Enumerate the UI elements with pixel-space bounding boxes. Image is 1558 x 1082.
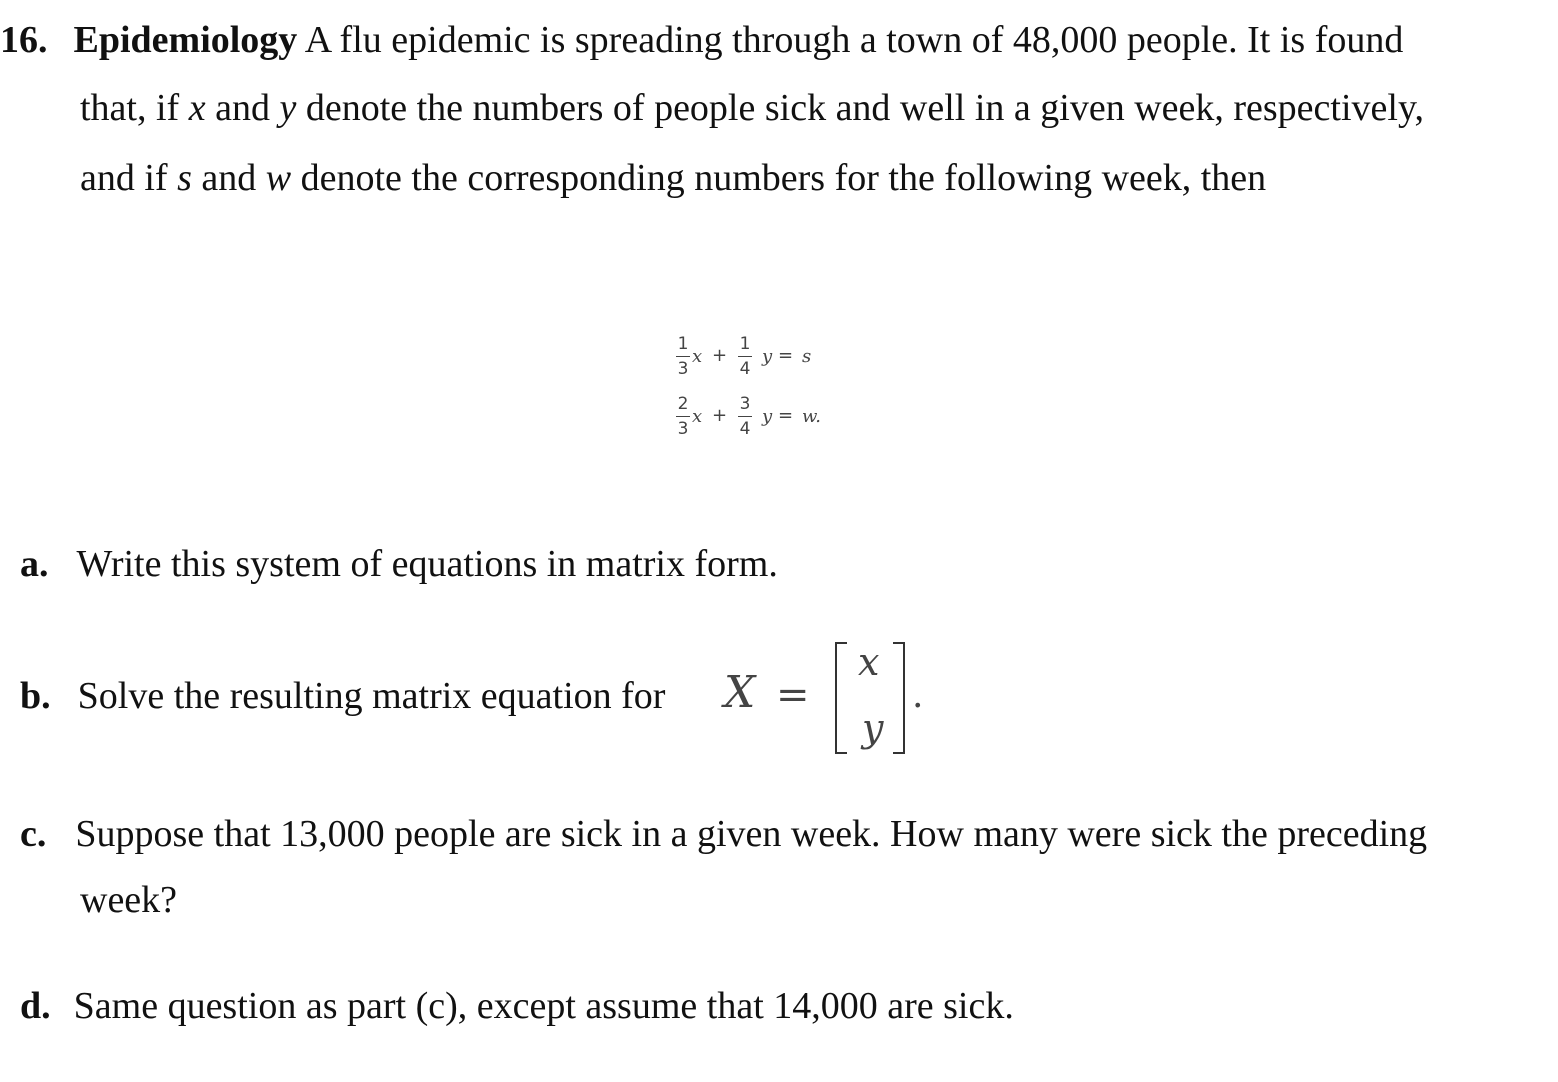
- problem-line-1: [0, 18, 1403, 62]
- equation-1: 1 3 x + 1 4 y = s: [677, 334, 812, 379]
- part-d: [20, 984, 1014, 1028]
- part-b-text: Solve the resulting matrix equation for: [77, 675, 666, 717]
- var-w: w: [265, 157, 292, 199]
- part-c-line-2: week?: [80, 879, 178, 921]
- problem-text-3a: and if: [80, 157, 178, 199]
- fraction-2-3: 2 3: [677, 394, 689, 439]
- part-c-line-1: [20, 812, 1427, 856]
- equals-sign: =: [776, 672, 810, 718]
- part-b: [20, 674, 665, 718]
- matrix-X: X: [724, 667, 756, 718]
- problem-text-2b: and: [205, 87, 280, 129]
- part-a-text: Write this system of equations in matrix form.: [76, 543, 778, 585]
- problem-text-3b: and: [191, 157, 266, 199]
- var-x: x: [188, 87, 206, 129]
- problem-number: 16.: [0, 19, 48, 61]
- part-d-text: Same question as part (c), except assume that 14,000 are sick.: [73, 985, 1014, 1027]
- problem-line-2: [80, 86, 1424, 130]
- problem-text-3c: denote the corresponding numbers for the following week, then: [291, 157, 1267, 199]
- part-c-label: c.: [20, 813, 47, 855]
- fraction-3-4: 3 4: [739, 394, 751, 439]
- vector-period: .: [912, 675, 924, 716]
- fraction-1-4: 1 4: [739, 334, 751, 379]
- part-b-label: b.: [20, 675, 51, 717]
- vector-left-bracket: [835, 642, 847, 754]
- equation-2: 2 3 x + 3 4 y = w.: [677, 394, 821, 439]
- fraction-1-3: 1 3: [677, 334, 689, 379]
- part-a-label: a.: [20, 543, 49, 585]
- part-d-label: d.: [20, 985, 51, 1027]
- problem-line-3: [80, 156, 1266, 200]
- part-a: [20, 542, 778, 586]
- vector-bottom: y: [862, 706, 884, 750]
- problem-text-2a: that, if: [80, 87, 189, 129]
- problem-text-2c: denote the numbers of people sick and well in a given week, respectively,: [296, 87, 1424, 129]
- problem-title: Epidemiology: [73, 19, 298, 61]
- part-c-text-1: Suppose that 13,000 people are sick in a given week. How many were sick the preceding: [75, 813, 1428, 855]
- var-y: y: [279, 87, 297, 129]
- vector-top: x: [858, 640, 880, 684]
- var-s: s: [177, 157, 192, 199]
- problem-text-1: A flu epidemic is spreading through a town of 48,000 people. It is found: [297, 19, 1404, 61]
- vector-right-bracket: [893, 642, 905, 754]
